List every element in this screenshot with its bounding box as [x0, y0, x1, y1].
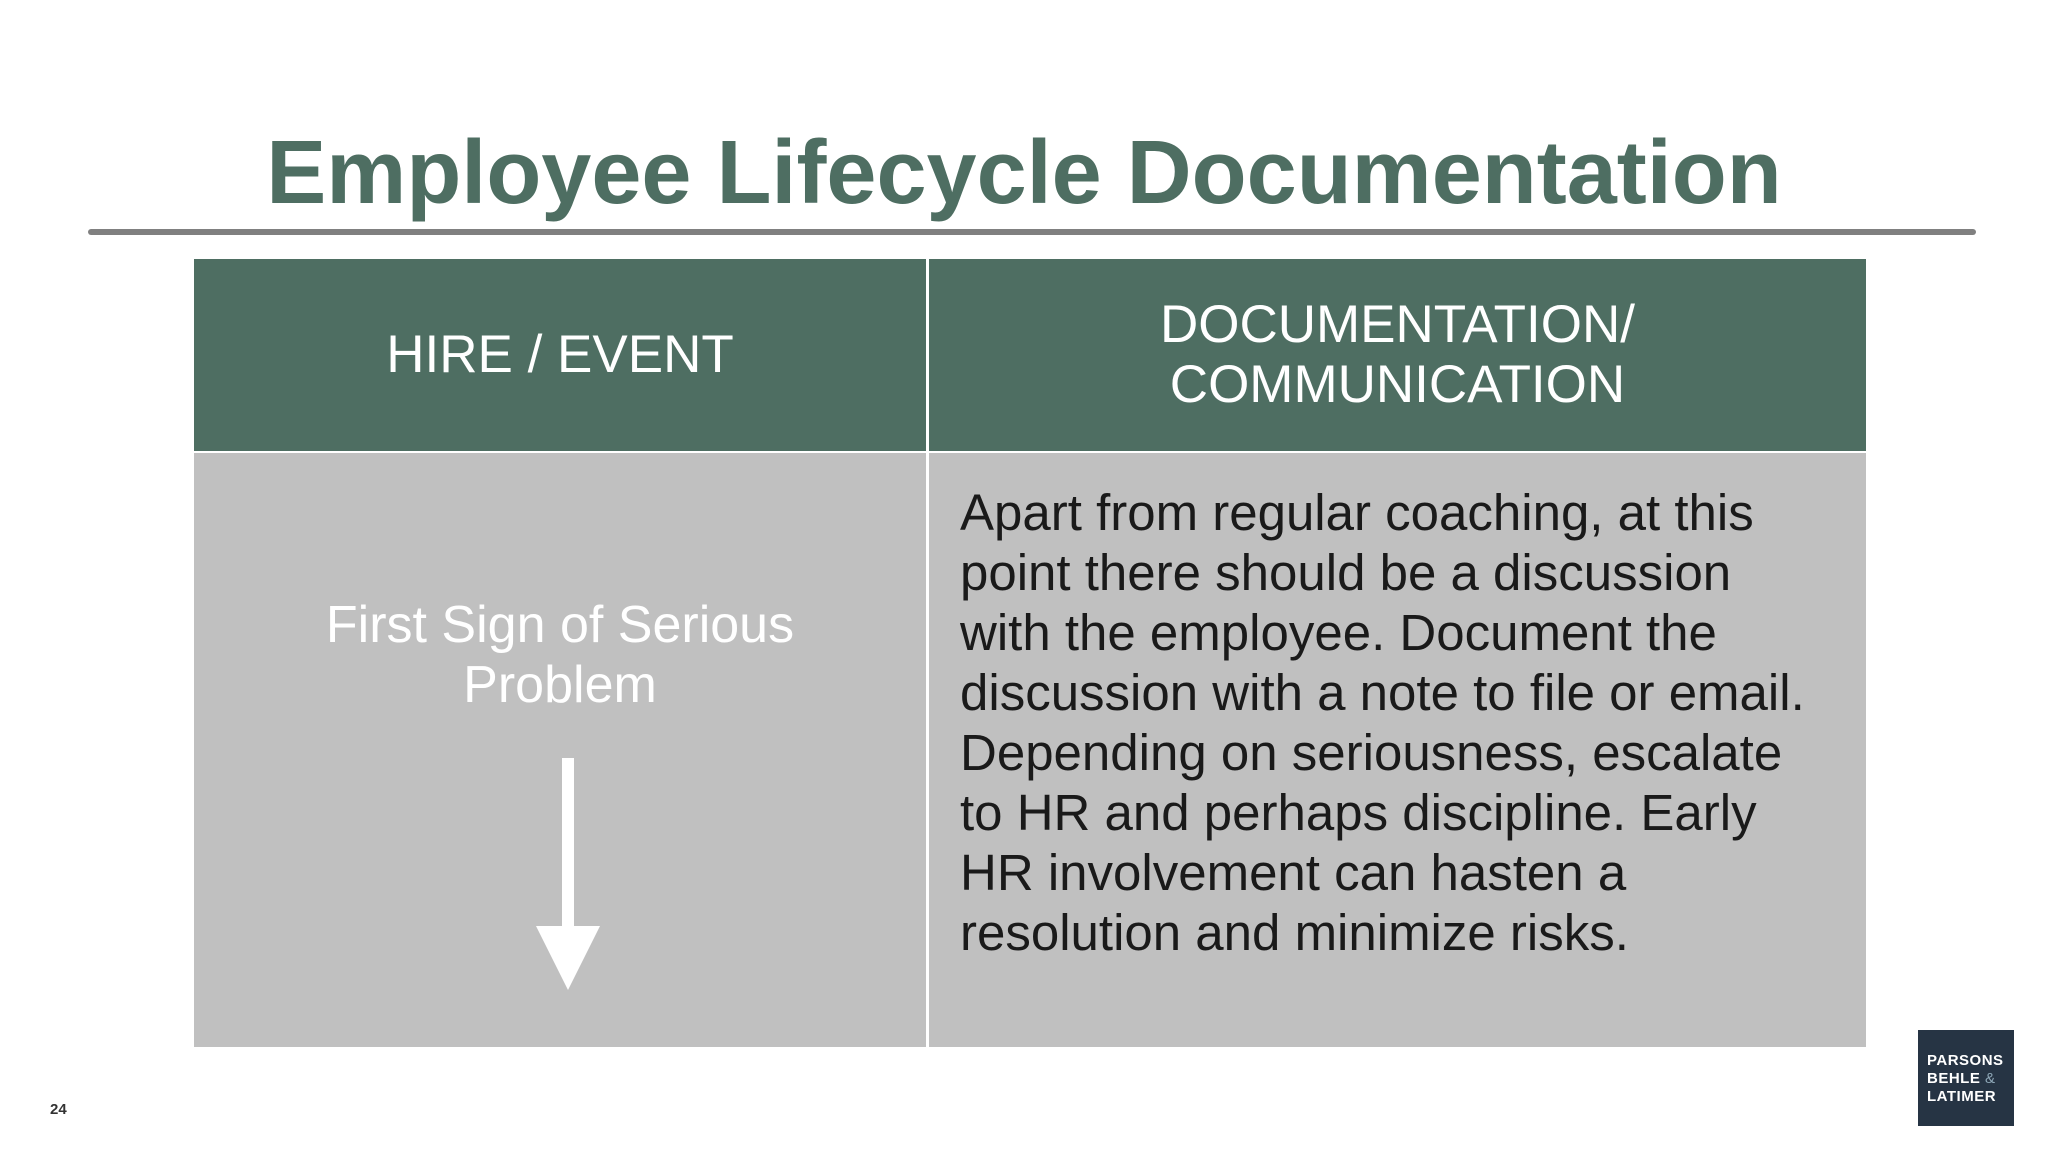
slide-title: Employee Lifecycle Documentation	[266, 123, 1782, 223]
logo-line1: PARSONS	[1927, 1052, 2004, 1069]
company-logo	[1918, 1030, 2014, 1126]
title-divider	[88, 229, 1976, 235]
logo-ampersand: &	[1985, 1070, 1996, 1087]
documentation-cell	[929, 453, 1866, 1047]
logo-behle: BEHLE	[1927, 1070, 1981, 1087]
event-label-line2: Problem	[463, 656, 657, 714]
documentation-text: Apart from regular coaching, at this point there should be a discussion with the employee. Document the discussion with a note to file or email. Depending on seriousness, escalate to HR and perhaps discipline. Early HR involvement can hasten a resolution and minimize risks.	[960, 484, 1805, 961]
logo-line2	[1927, 1070, 2014, 1088]
lifecycle-table	[194, 259, 1866, 1047]
header-documentation-line1: DOCUMENTATION/	[1159, 295, 1635, 354]
header-documentation	[929, 259, 1866, 451]
header-hire-event: HIRE / EVENT	[194, 259, 926, 451]
event-label	[194, 595, 926, 715]
logo-line3: LATIMER	[1927, 1088, 1997, 1105]
page-number: 24	[50, 1101, 67, 1118]
arrow-down-icon	[534, 758, 602, 994]
event-label-line1: First Sign of Serious	[325, 596, 795, 654]
header-documentation-line2: COMMUNICATION	[1169, 355, 1626, 414]
